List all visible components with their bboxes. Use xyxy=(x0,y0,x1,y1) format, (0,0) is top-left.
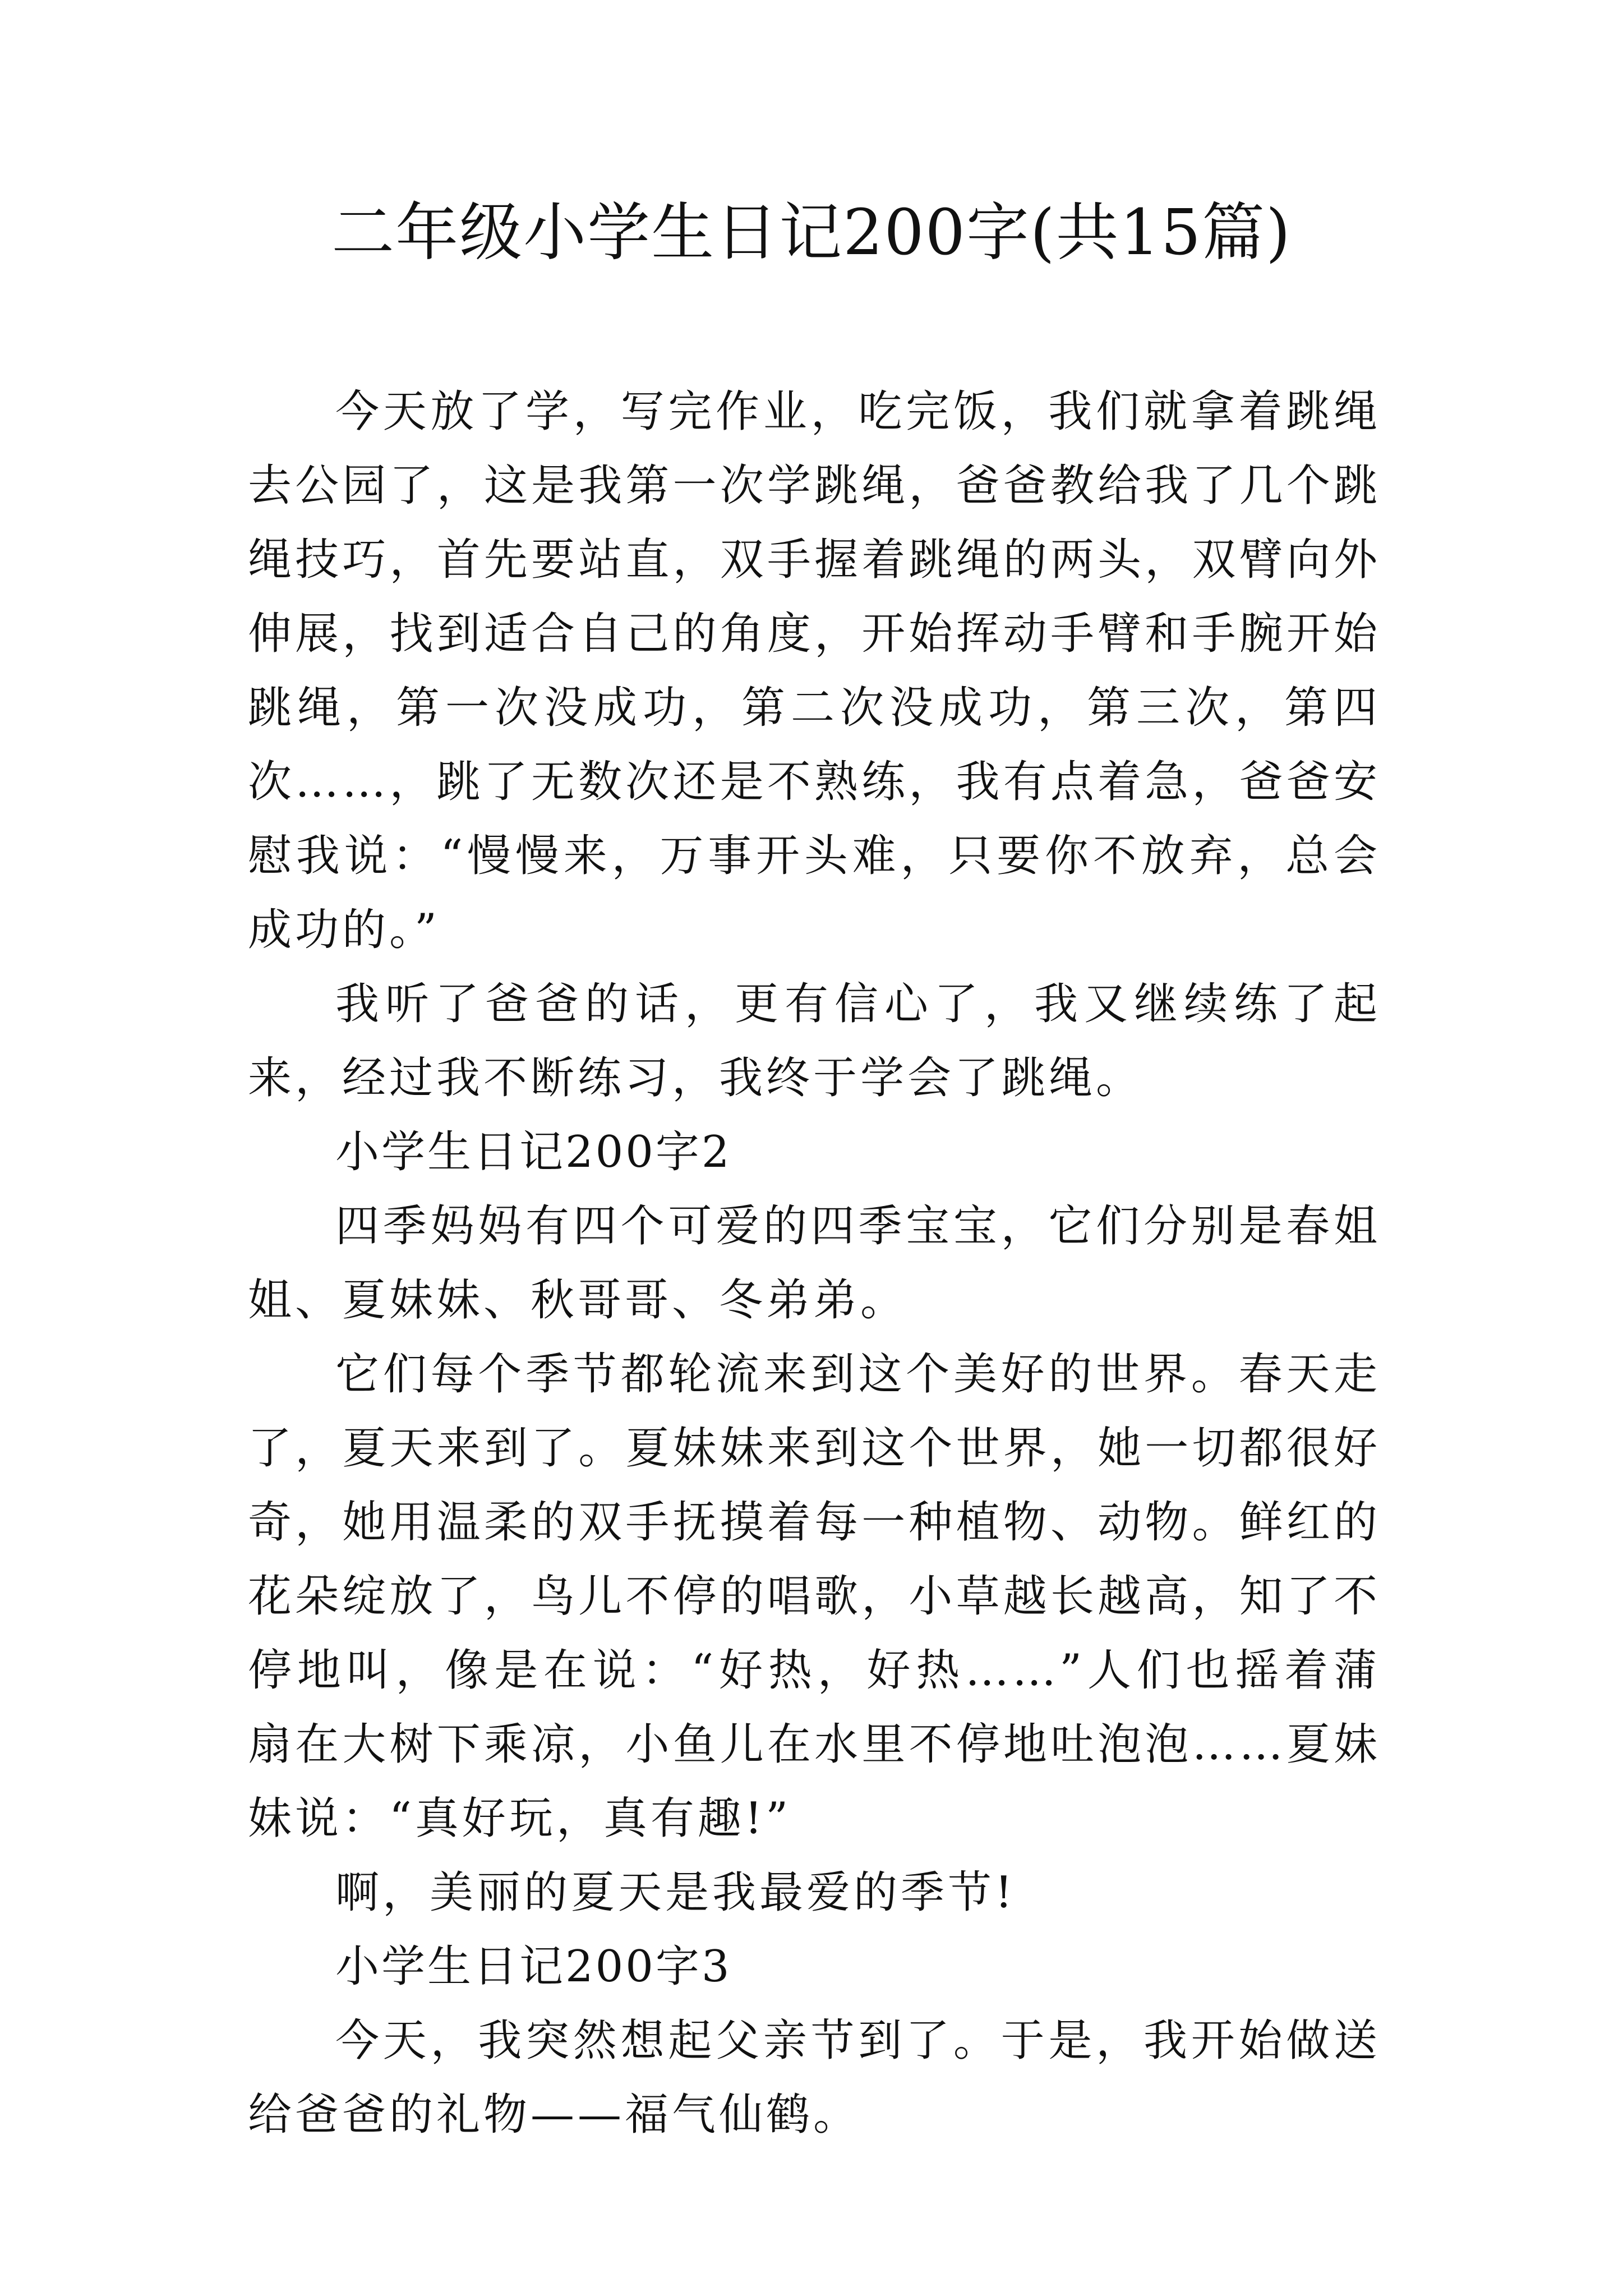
document-body xyxy=(248,375,1381,2152)
document-title: 二年级小学生日记200字(共15篇) xyxy=(331,196,1292,269)
section-heading-diary-2: 小学生日记200字2 xyxy=(335,1127,732,1177)
section-heading-diary-3: 小学生日记200字3 xyxy=(335,1941,732,1992)
paragraph-jump-rope: 今天放了学，写完作业，吃完饭，我们就拿着跳绳去公园了，这是我第一次学跳绳，爸爸教给我了几个跳绳技巧，首先要站直，双手握着跳绳的两头，双臂向外伸展，找到适合自己的角度，开始挥动手臂和手腕开始跳绳，第一次没成功，第二次没成功，第三次，第四次……，跳了无数次还是不熟练，我有点着急，爸爸安慰我说：“慢慢来，万事开头难，只要你不放弃，总会成功的。” xyxy=(248,386,1381,955)
paragraph-four-seasons: 四季妈妈有四个可爱的四季宝宝，它们分别是春姐姐、夏妹妹、秋哥哥、冬弟弟。 xyxy=(248,1201,1381,1326)
paragraph-summer-sister: 它们每个季节都轮流来到这个美好的世界。春天走了，夏天来到了。夏妹妹来到这个世界，她一切都很好奇，她用温柔的双手抚摸着每一种植物、动物。鲜红的花朵绽放了，鸟儿不停的唱歌，小草越长越高，知了不停地叫，像是在说：“好热，好热……”人们也摇着蒲扇在大树下乘凉，小鱼儿在水里不停地吐泡泡……夏妹妹说：“真好玩，真有趣!” xyxy=(248,1349,1381,1844)
paragraph-favorite-season: 啊，美丽的夏天是我最爱的季节! xyxy=(335,1867,1016,1918)
paragraph-learned-jump-rope: 我听了爸爸的话，更有信心了，我又继续练了起来，经过我不断练习，我终于学会了跳绳。 xyxy=(248,979,1381,1103)
paragraph-fathers-day: 今天，我突然想起父亲节到了。于是，我开始做送给爸爸的礼物——福气仙鹤。 xyxy=(248,2016,1381,2140)
